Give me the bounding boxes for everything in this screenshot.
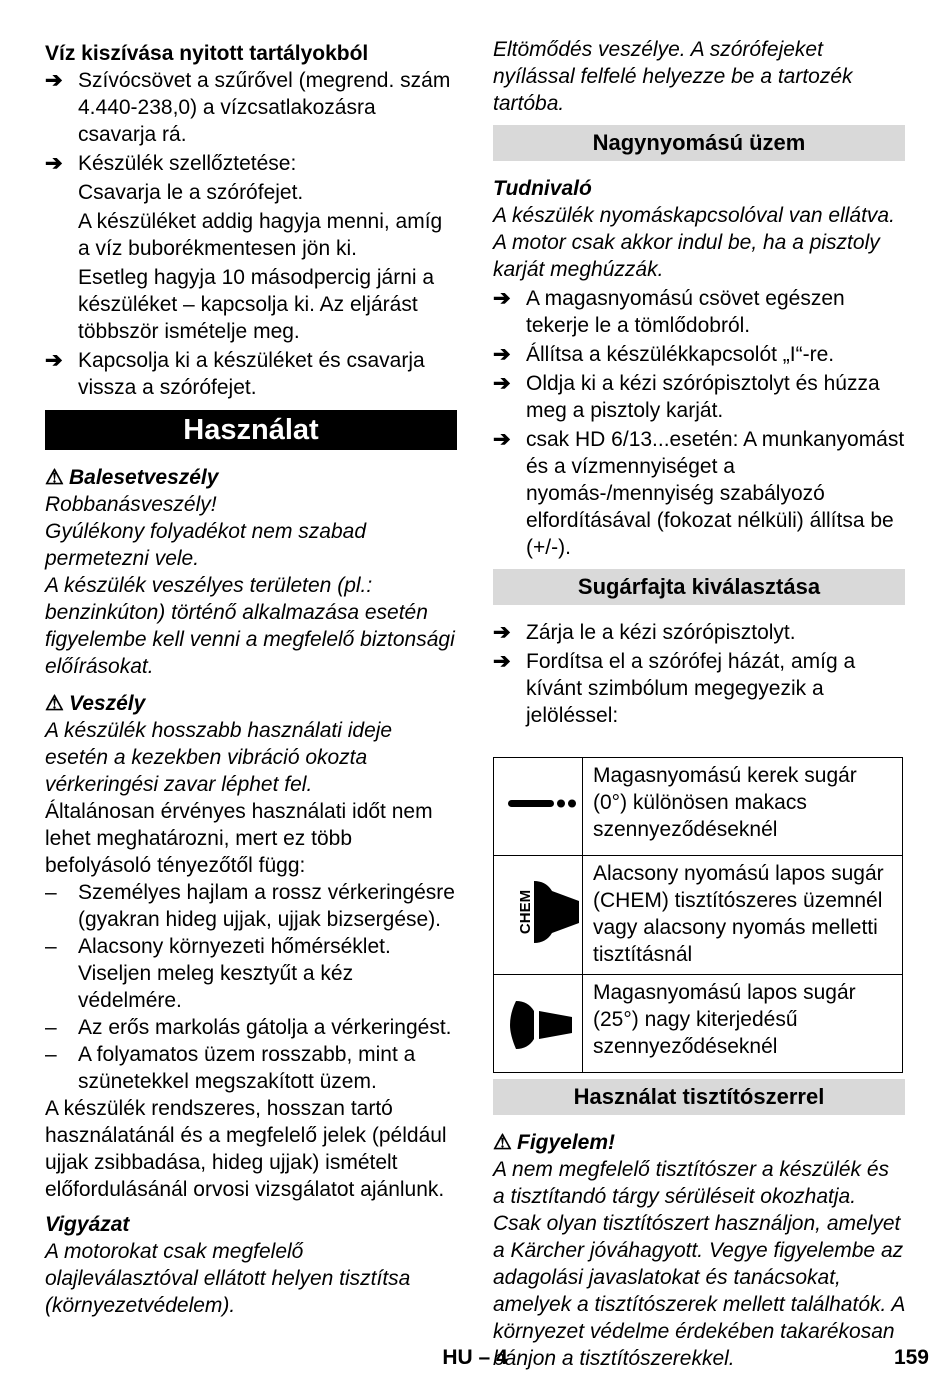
- hp-step-4: ➔ csak HD 6/13...esetén: A munkanyomást és a vízmennyiséget a nyomás-/mennyiség szabályozó elfordításával (fokozat nélküli) állítsa be (+/-).: [493, 426, 905, 561]
- jet-desc-1: Magasnyomású kerek sugár (0°) különösen makacs szennyeződéseknél: [583, 758, 903, 856]
- water-step-1: ➔ Szívócsövet a szűrővel (megrend. szám 4.440-238,0) a vízcsatlakozásra csavarja rá.: [45, 67, 457, 148]
- flat-jet-icon: [494, 975, 583, 1073]
- left-column: [45, 40, 457, 1319]
- danger2-text: Általánosan érvényes használati időt nem lehet meghatározni, mert ez több befolyásoló tényezőtől függ:: [45, 800, 433, 877]
- closing-text: A készülék rendszeres, hosszan tartó használatánál és a megfelelő jelek (például ujjak zsibbadása, hideg ujjak) ismételt előfordulásánál orvosi vizsgálatot ajánlunk.: [45, 1097, 447, 1201]
- note-text: A készülék nyomáskapcsolóval van ellátva. A motor csak akkor indul be, ha a pisztoly karját meghúzzák.: [493, 204, 895, 281]
- jet-desc-2: Alacsony nyomású lapos sugár (CHEM) tisztítószeres üzemnél vagy alacsony nyomás melletti tisztításnál: [583, 856, 903, 975]
- section-title-hp: Nagynyomású üzem: [493, 125, 905, 161]
- dash-item-4: – A folyamatos üzem rosszabb, mint a szünetekkel megszakított üzem.: [45, 1041, 457, 1095]
- table-row: [494, 856, 903, 975]
- footer-section-label: HU – 4: [442, 1346, 508, 1369]
- table-row: [494, 975, 903, 1073]
- attention-heading: ⚠ Figyelem!: [493, 1131, 616, 1154]
- jet-type-table: [493, 757, 903, 1073]
- vent-sub-1: Csavarja le a szórófejet.: [78, 181, 304, 204]
- page-number: 159: [893, 1346, 929, 1369]
- right-column: [493, 36, 905, 1372]
- vent-sub-3: Esetleg hagyja 10 másodpercig járni a készüléket – kapcsolja ki. Az eljárást többször ismételje meg.: [78, 266, 435, 343]
- hp-step-1: ➔ A magasnyomású csövet egészen tekerje le a tömlődobról.: [493, 285, 905, 339]
- water-step-3: ➔ Kapcsolja ki a készüléket és csavarja vissza a szórófejet.: [45, 347, 457, 401]
- caution-text: A motorokat csak megfelelő olajleválasztóval ellátott helyen tisztítsa (környezetvédelem).: [45, 1240, 411, 1317]
- danger1-line-3: A készülék veszélyes területen (pl.: benzinkúton) történő alkalmazása esetén figyelembe kell venni a megfelelő biztonsági előírásokat.: [45, 574, 455, 678]
- jet-step-2: ➔ Fordítsa el a szórófej házát, amíg a kívánt szimbólum megegyezik a jelöléssel:: [493, 648, 905, 729]
- table-row: [494, 758, 903, 856]
- water-heading: Víz kiszívása nyitott tartályokból: [45, 42, 369, 65]
- dash-item-2: – Alacsony környezeti hőmérséklet. Viseljen meleg kesztyűt a kéz védelmére.: [45, 933, 457, 1014]
- danger1-line-2: Gyúlékony folyadékot nem szabad permetezni vele.: [45, 520, 367, 570]
- dash-item-1: – Személyes hajlam a rossz vérkeringésre (gyakran hideg ujjak, ujjak bizsergése).: [45, 879, 457, 933]
- jet-step-1: ➔ Zárja le a kézi szórópisztolyt.: [493, 619, 905, 646]
- attention-text: A nem megfelelő tisztítószer a készülék és a tisztítandó tárgy sérüléseit okozhatja. Csak olyan tisztítószert használjon, amelyet a Kärcher jóváhagyott. Vegye figyelembe az adagolási javaslatokat és tanácsokat, amelyek a tisztítószerek mellett találhatók. A környezet védelme érdekében takarékosan bánjon a tisztítószerekkel.: [493, 1158, 905, 1370]
- danger1-line-1: Robbanásveszély!: [45, 493, 217, 516]
- section-title-hasznalat: Használat: [45, 410, 457, 450]
- water-step-2: ➔ Készülék szellőztetése:: [45, 150, 457, 177]
- hp-step-2: ➔ Állítsa a készülékkapcsolót „I“-re.: [493, 341, 905, 368]
- danger2-heading: ⚠ Veszély: [45, 692, 146, 715]
- caution-heading: Vigyázat: [45, 1213, 130, 1236]
- chem-flat-jet-icon: [494, 856, 583, 975]
- clog-warning: Eltömődés veszélye. A szórófejeket nyílással felfelé helyezze be a tartozék tartóba.: [493, 38, 853, 115]
- note-heading: Tudnivaló: [493, 177, 592, 200]
- warning-triangle-icon: ⚠: [45, 692, 64, 715]
- warning-triangle-icon: ⚠: [45, 466, 64, 489]
- vent-sub-2: A készüléket addig hagyja menni, amíg a víz buborékmentesen jön ki.: [78, 210, 443, 260]
- section-title-jet: Sugárfajta kiválasztása: [493, 569, 905, 605]
- hp-step-3: ➔ Oldja ki a kézi szórópisztolyt és húzza meg a pisztoly karját.: [493, 370, 905, 424]
- round-jet-icon: [494, 758, 583, 856]
- jet-desc-3: Magasnyomású lapos sugár (25°) nagy kiterjedésű szennyeződéseknél: [583, 975, 903, 1073]
- warning-triangle-icon: ⚠: [493, 1131, 512, 1154]
- section-title-detergent: Használat tisztítószerrel: [493, 1079, 905, 1115]
- danger1-heading: ⚠ Balesetveszély: [45, 466, 219, 489]
- svg-text:CHEM: CHEM: [517, 889, 534, 934]
- danger2-italic: A készülék hosszabb használati ideje esetén a kezekben vibráció okozta vérkeringési zavar léphet fel.: [45, 719, 393, 796]
- dash-item-3: – Az erős markolás gátolja a vérkeringést.: [45, 1014, 457, 1041]
